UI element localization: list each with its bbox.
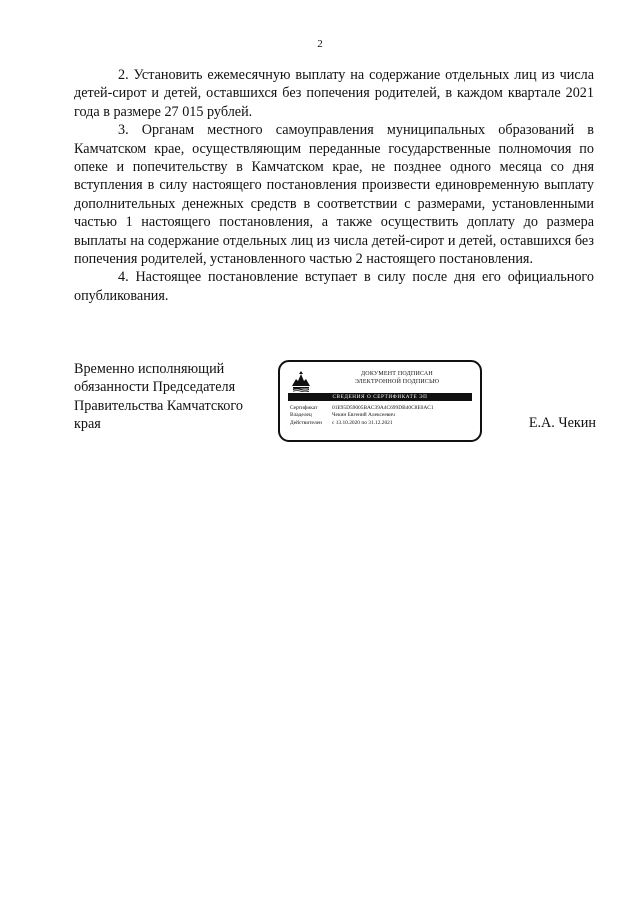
signatory-title-line: Временно исполняющий [74,361,225,377]
stamp-row-label: Действителен [290,419,322,426]
signatory-title [74,360,274,434]
stamp-certificate-bar: СВЕДЕНИЯ О СЕРТИФИКАТЕ ЭП [288,393,472,401]
signatory-title-line: обязанности Председателя [74,379,236,396]
stamp-row-value: Чекин Евгений Алексеевич [332,412,395,419]
stamp-row-value: 01E95D59005BAC39A4C699DB40C8E0AC1 [332,405,434,411]
stamp-row-label: Сертификат [290,405,318,411]
coat-of-arms-icon [290,370,312,392]
stamp-row-validity [290,420,476,427]
stamp-row-label: Владелец [290,412,312,419]
stamp-row-owner [290,412,476,419]
stamp-row-value: с 13.10.2020 по 31.12.2021 [332,419,393,426]
paragraph-3: 3. Органам местного самоуправления муниципальных образований в Камчатском крае, осуществляющим переданные государственные полномочия по опеке и попечительству в Камчатском крае, не позднее одного месяца со дня вступления в силу настоящего постановления произвести единовременную выплату дополнительных денежных средств в соответствии с размерами, установленными частью 1 настоящего постановления, а также осуществить доплату до размера выплаты на содержание отдельных лиц из числа детей-сирот и детей, оставшихся без попечения родителей, установленного частью 2 настоящего постановления. [74,122,594,268]
stamp-heading-line: ЭЛЕКТРОННОЙ ПОДПИСЬЮ [354,378,440,385]
stamp-heading-line: ДОКУМЕНТ ПОДПИСАН [361,371,433,377]
page-number: 2 [317,38,323,50]
stamp-row-certificate [290,405,476,412]
signatory-title-line: Правительства Камчатского [74,397,243,414]
signatory-title-line: края [74,416,101,433]
stamp-details [290,405,476,427]
document-body [74,66,594,305]
paragraph-2: 2. Установить ежемесячную выплату на содержание отдельных лиц из числа детей-сирот и детей, оставшихся без попечения родителей, в каждом квартале 2021 года в размере 27 015 рублей. [74,67,594,120]
electronic-signature-stamp [278,360,482,442]
signatory-name: Е.А. Чекин [528,415,596,431]
stamp-heading [316,371,478,386]
paragraph-4: 4. Настоящее постановление вступает в силу после дня его официального опубликования. [74,269,594,304]
